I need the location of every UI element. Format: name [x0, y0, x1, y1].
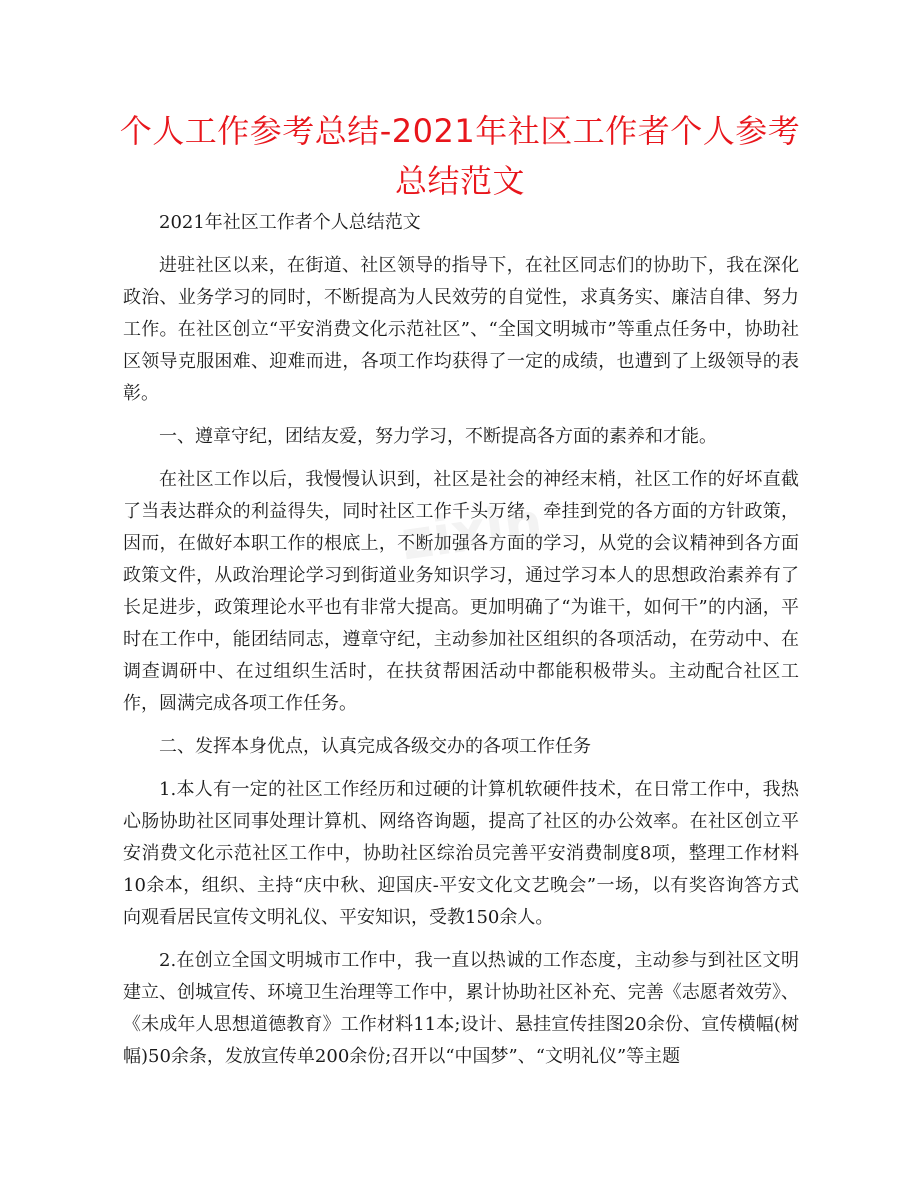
document-body — [123, 207, 799, 1084]
paragraph-intro: 进驻社区以来，在街道、社区领导的指导下，在社区同志们的协助下，我在深化政治、业务学习的同时，不断提高为人民效劳的自觉性，求真务实、廉洁自律、努力工作。在社区创立“平安消费文化示范社区”、“全国文明城市”等重点任务中，协助社区领导克服困难、迎难而进，各项工作均获得了一定的成绩，也遭到了上级领导的表彰。 — [123, 255, 799, 404]
document-title: 个人工作参考总结-2021年社区工作者个人参考总结范文 — [119, 112, 801, 200]
paragraph-item-1: 1.本人有一定的社区工作经历和过硬的计算机软硬件技术，在日常工作中，我热心肠协助社区同事处理计算机、网络咨询题，提高了社区的办公效率。在社区创立平安消费文化示范社区工作中，协助社区综治员完善平安消费制度8项，整理工作材料10余本，组织、主持“庆中秋、迎国庆-平安文化文艺晚会”一场，以有奖咨询答方式向观看居民宣传文明礼仪、平安知识，受教150余人。 — [123, 779, 799, 928]
watermark: zixin — [397, 490, 547, 573]
paragraph-section-2-heading: 二、发挥本身优点，认真完成各级交办的各项工作任务 — [159, 736, 591, 757]
paragraph-item-2: 2.在创立全国文明城市工作中，我一直以热诚的工作态度，主动参与到社区文明建立、创城宣传、环境卫生治理等工作中，累计协助社区补充、完善《志愿者效劳》、《未成年人思想道德教育》工作材料11本;设计、悬挂宣传挂图20余份、宣传横幅(树幅)50余条，发放宣传单200余份;召开以“中国梦”、“文明礼仪”等主题 — [123, 950, 799, 1067]
paragraph-section-1-heading: 一、遵章守纪，团结友爱，努力学习，不断提高各方面的素养和才能。 — [159, 426, 717, 447]
paragraph-subtitle: 2021年社区工作者个人总结范文 — [159, 212, 421, 233]
paragraph-section-1-body: 在社区工作以后，我慢慢认识到，社区是社会的神经末梢，社区工作的好坏直截了当表达群众的利益得失，同时社区工作千头万绪，牵挂到党的各方面的方针政策，因而，在做好本职工作的根底上，不断加强各方面的学习，从党的会议精神到各方面政策文件，从政治理论学习到街道业务知识学习，通过学习本人的思想政治素养有了长足进步，政策理论水平也有非常大提高。更加明确了“为谁干，如何干”的内涵，平时在工作中，能团结同志，遵章守纪，主动参加社区组织的各项活动，在劳动中、在调查调研中、在过组织生活时，在扶贫帮困活动中都能积极带头。主动配合社区工作，圆满完成各项工作任务。 — [123, 469, 799, 714]
